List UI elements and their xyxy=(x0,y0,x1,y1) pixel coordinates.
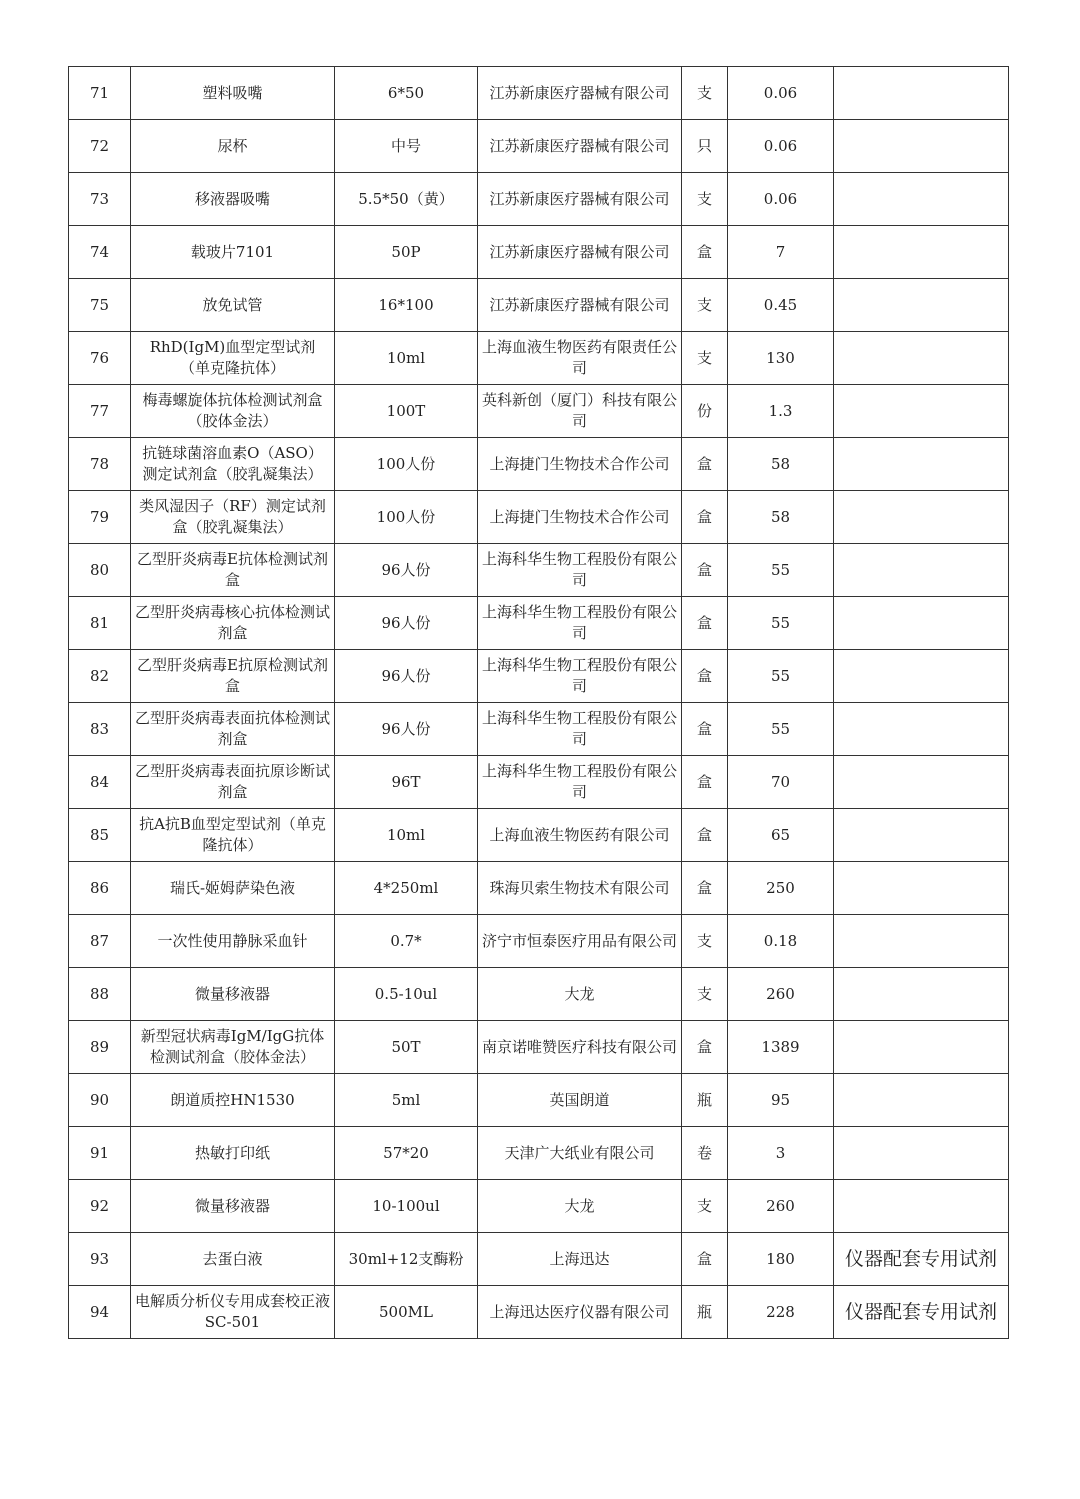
unit-cell: 瓶 xyxy=(682,1286,728,1339)
note-cell xyxy=(834,120,1009,173)
spec-cell: 10ml xyxy=(335,332,478,385)
table-row xyxy=(69,332,1009,385)
row-number-cell: 73 xyxy=(69,173,131,226)
row-number-cell: 93 xyxy=(69,1233,131,1286)
table-row xyxy=(69,915,1009,968)
table-body xyxy=(69,67,1009,1339)
row-number-cell: 92 xyxy=(69,1180,131,1233)
note-cell xyxy=(834,650,1009,703)
price-cell: 1.3 xyxy=(728,385,834,438)
spec-cell: 5ml xyxy=(335,1074,478,1127)
manufacturer-cell: 江苏新康医疗器械有限公司 xyxy=(478,173,682,226)
item-name-cell: 尿杯 xyxy=(131,120,335,173)
unit-cell: 支 xyxy=(682,279,728,332)
row-number-cell: 72 xyxy=(69,120,131,173)
item-name-cell: 朗道质控HN1530 xyxy=(131,1074,335,1127)
table-row xyxy=(69,1233,1009,1286)
item-name-cell: 电解质分析仪专用成套校正液SC-501 xyxy=(131,1286,335,1339)
item-name-cell: 放免试管 xyxy=(131,279,335,332)
item-name-cell: RhD(IgM)血型定型试剂（单克隆抗体） xyxy=(131,332,335,385)
spec-cell: 5.5*50（黄） xyxy=(335,173,478,226)
unit-cell: 只 xyxy=(682,120,728,173)
price-cell: 260 xyxy=(728,968,834,1021)
table-row xyxy=(69,1180,1009,1233)
unit-cell: 卷 xyxy=(682,1127,728,1180)
note-cell xyxy=(834,1074,1009,1127)
spec-cell: 100人份 xyxy=(335,438,478,491)
note-cell xyxy=(834,703,1009,756)
table-row xyxy=(69,1127,1009,1180)
note-cell xyxy=(834,809,1009,862)
spec-cell: 96人份 xyxy=(335,703,478,756)
table-row xyxy=(69,809,1009,862)
price-cell: 0.06 xyxy=(728,173,834,226)
unit-cell: 盒 xyxy=(682,756,728,809)
unit-cell: 份 xyxy=(682,385,728,438)
note-cell xyxy=(834,862,1009,915)
spec-cell: 0.7* xyxy=(335,915,478,968)
note-cell: 仪器配套专用试剂 xyxy=(834,1286,1009,1339)
manufacturer-cell: 上海捷门生物技术合作公司 xyxy=(478,491,682,544)
unit-cell: 盒 xyxy=(682,597,728,650)
note-cell: 仪器配套专用试剂 xyxy=(834,1233,1009,1286)
manufacturer-cell: 济宁市恒泰医疗用品有限公司 xyxy=(478,915,682,968)
spec-cell: 96T xyxy=(335,756,478,809)
table-row xyxy=(69,597,1009,650)
spec-cell: 0.5-10ul xyxy=(335,968,478,1021)
spec-cell: 57*20 xyxy=(335,1127,478,1180)
manufacturer-cell: 大龙 xyxy=(478,968,682,1021)
manufacturer-cell: 上海迅达 xyxy=(478,1233,682,1286)
unit-cell: 盒 xyxy=(682,491,728,544)
spec-cell: 10ml xyxy=(335,809,478,862)
row-number-cell: 76 xyxy=(69,332,131,385)
manufacturer-cell: 上海血液生物医药有限责任公司 xyxy=(478,332,682,385)
price-cell: 55 xyxy=(728,544,834,597)
price-cell: 65 xyxy=(728,809,834,862)
item-name-cell: 抗链球菌溶血素O（ASO）测定试剂盒（胶乳凝集法） xyxy=(131,438,335,491)
reagent-price-table xyxy=(68,66,1009,1339)
note-cell xyxy=(834,1180,1009,1233)
table-row xyxy=(69,438,1009,491)
row-number-cell: 86 xyxy=(69,862,131,915)
item-name-cell: 一次性使用静脉采血针 xyxy=(131,915,335,968)
item-name-cell: 乙型肝炎病毒表面抗体检测试剂盒 xyxy=(131,703,335,756)
row-number-cell: 87 xyxy=(69,915,131,968)
spec-cell: 50P xyxy=(335,226,478,279)
spec-cell: 96人份 xyxy=(335,544,478,597)
price-cell: 0.06 xyxy=(728,67,834,120)
item-name-cell: 梅毒螺旋体抗体检测试剂盒（胶体金法） xyxy=(131,385,335,438)
table-row xyxy=(69,120,1009,173)
item-name-cell: 类风湿因子（RF）测定试剂盒（胶乳凝集法） xyxy=(131,491,335,544)
price-cell: 55 xyxy=(728,703,834,756)
unit-cell: 支 xyxy=(682,915,728,968)
note-cell xyxy=(834,332,1009,385)
spec-cell: 中号 xyxy=(335,120,478,173)
item-name-cell: 移液器吸嘴 xyxy=(131,173,335,226)
note-cell xyxy=(834,756,1009,809)
manufacturer-cell: 大龙 xyxy=(478,1180,682,1233)
price-cell: 58 xyxy=(728,491,834,544)
note-cell xyxy=(834,544,1009,597)
table-row xyxy=(69,703,1009,756)
item-name-cell: 微量移液器 xyxy=(131,968,335,1021)
price-cell: 3 xyxy=(728,1127,834,1180)
unit-cell: 盒 xyxy=(682,544,728,597)
manufacturer-cell: 江苏新康医疗器械有限公司 xyxy=(478,279,682,332)
row-number-cell: 85 xyxy=(69,809,131,862)
spec-cell: 500ML xyxy=(335,1286,478,1339)
unit-cell: 支 xyxy=(682,173,728,226)
unit-cell: 盒 xyxy=(682,650,728,703)
note-cell xyxy=(834,915,1009,968)
price-cell: 1389 xyxy=(728,1021,834,1074)
spec-cell: 50T xyxy=(335,1021,478,1074)
table-row xyxy=(69,385,1009,438)
note-cell xyxy=(834,385,1009,438)
row-number-cell: 94 xyxy=(69,1286,131,1339)
item-name-cell: 乙型肝炎病毒E抗原检测试剂盒 xyxy=(131,650,335,703)
table-row xyxy=(69,650,1009,703)
spec-cell: 100T xyxy=(335,385,478,438)
row-number-cell: 91 xyxy=(69,1127,131,1180)
note-cell xyxy=(834,1127,1009,1180)
row-number-cell: 83 xyxy=(69,703,131,756)
table-row xyxy=(69,491,1009,544)
row-number-cell: 81 xyxy=(69,597,131,650)
table-row xyxy=(69,756,1009,809)
item-name-cell: 微量移液器 xyxy=(131,1180,335,1233)
price-cell: 250 xyxy=(728,862,834,915)
item-name-cell: 载玻片7101 xyxy=(131,226,335,279)
row-number-cell: 79 xyxy=(69,491,131,544)
row-number-cell: 71 xyxy=(69,67,131,120)
unit-cell: 盒 xyxy=(682,703,728,756)
unit-cell: 盒 xyxy=(682,226,728,279)
item-name-cell: 去蛋白液 xyxy=(131,1233,335,1286)
unit-cell: 支 xyxy=(682,1180,728,1233)
manufacturer-cell: 英科新创（厦门）科技有限公司 xyxy=(478,385,682,438)
price-cell: 95 xyxy=(728,1074,834,1127)
note-cell xyxy=(834,226,1009,279)
row-number-cell: 77 xyxy=(69,385,131,438)
manufacturer-cell: 上海血液生物医药有限公司 xyxy=(478,809,682,862)
price-cell: 0.06 xyxy=(728,120,834,173)
unit-cell: 盒 xyxy=(682,1021,728,1074)
price-cell: 130 xyxy=(728,332,834,385)
manufacturer-cell: 南京诺唯赞医疗科技有限公司 xyxy=(478,1021,682,1074)
row-number-cell: 78 xyxy=(69,438,131,491)
manufacturer-cell: 上海科华生物工程股份有限公司 xyxy=(478,650,682,703)
item-name-cell: 热敏打印纸 xyxy=(131,1127,335,1180)
spec-cell: 4*250ml xyxy=(335,862,478,915)
row-number-cell: 80 xyxy=(69,544,131,597)
manufacturer-cell: 上海捷门生物技术合作公司 xyxy=(478,438,682,491)
table-row xyxy=(69,1074,1009,1127)
price-cell: 0.18 xyxy=(728,915,834,968)
unit-cell: 瓶 xyxy=(682,1074,728,1127)
unit-cell: 支 xyxy=(682,67,728,120)
item-name-cell: 乙型肝炎病毒E抗体检测试剂盒 xyxy=(131,544,335,597)
row-number-cell: 84 xyxy=(69,756,131,809)
item-name-cell: 瑞氏-姬姆萨染色液 xyxy=(131,862,335,915)
note-cell xyxy=(834,968,1009,1021)
table-row xyxy=(69,226,1009,279)
price-cell: 55 xyxy=(728,650,834,703)
manufacturer-cell: 上海科华生物工程股份有限公司 xyxy=(478,703,682,756)
item-name-cell: 乙型肝炎病毒表面抗原诊断试剂盒 xyxy=(131,756,335,809)
price-cell: 55 xyxy=(728,597,834,650)
price-cell: 0.45 xyxy=(728,279,834,332)
item-name-cell: 新型冠状病毒IgM/IgG抗体检测试剂盒（胶体金法） xyxy=(131,1021,335,1074)
table-row xyxy=(69,1286,1009,1339)
unit-cell: 支 xyxy=(682,968,728,1021)
item-name-cell: 抗A抗B血型定型试剂（单克隆抗体） xyxy=(131,809,335,862)
price-cell: 70 xyxy=(728,756,834,809)
manufacturer-cell: 珠海贝索生物技术有限公司 xyxy=(478,862,682,915)
table-row xyxy=(69,279,1009,332)
spec-cell: 96人份 xyxy=(335,597,478,650)
note-cell xyxy=(834,279,1009,332)
item-name-cell: 乙型肝炎病毒核心抗体检测试剂盒 xyxy=(131,597,335,650)
manufacturer-cell: 江苏新康医疗器械有限公司 xyxy=(478,67,682,120)
table-row xyxy=(69,67,1009,120)
row-number-cell: 89 xyxy=(69,1021,131,1074)
table-row xyxy=(69,862,1009,915)
manufacturer-cell: 天津广大纸业有限公司 xyxy=(478,1127,682,1180)
spec-cell: 16*100 xyxy=(335,279,478,332)
table-row xyxy=(69,544,1009,597)
row-number-cell: 74 xyxy=(69,226,131,279)
spec-cell: 100人份 xyxy=(335,491,478,544)
item-name-cell: 塑料吸嘴 xyxy=(131,67,335,120)
note-cell xyxy=(834,67,1009,120)
unit-cell: 盒 xyxy=(682,862,728,915)
unit-cell: 盒 xyxy=(682,1233,728,1286)
note-cell xyxy=(834,597,1009,650)
row-number-cell: 82 xyxy=(69,650,131,703)
manufacturer-cell: 江苏新康医疗器械有限公司 xyxy=(478,120,682,173)
unit-cell: 盒 xyxy=(682,438,728,491)
row-number-cell: 75 xyxy=(69,279,131,332)
manufacturer-cell: 上海科华生物工程股份有限公司 xyxy=(478,756,682,809)
note-cell xyxy=(834,438,1009,491)
price-cell: 228 xyxy=(728,1286,834,1339)
manufacturer-cell: 上海科华生物工程股份有限公司 xyxy=(478,544,682,597)
price-cell: 260 xyxy=(728,1180,834,1233)
spec-cell: 30ml+12支酶粉 xyxy=(335,1233,478,1286)
row-number-cell: 88 xyxy=(69,968,131,1021)
unit-cell: 盒 xyxy=(682,809,728,862)
manufacturer-cell: 上海迅达医疗仪器有限公司 xyxy=(478,1286,682,1339)
spec-cell: 6*50 xyxy=(335,67,478,120)
note-cell xyxy=(834,173,1009,226)
note-cell xyxy=(834,1021,1009,1074)
manufacturer-cell: 江苏新康医疗器械有限公司 xyxy=(478,226,682,279)
unit-cell: 支 xyxy=(682,332,728,385)
row-number-cell: 90 xyxy=(69,1074,131,1127)
price-cell: 180 xyxy=(728,1233,834,1286)
spec-cell: 10-100ul xyxy=(335,1180,478,1233)
table-row xyxy=(69,968,1009,1021)
price-cell: 58 xyxy=(728,438,834,491)
spec-cell: 96人份 xyxy=(335,650,478,703)
manufacturer-cell: 上海科华生物工程股份有限公司 xyxy=(478,597,682,650)
table-row xyxy=(69,1021,1009,1074)
note-cell xyxy=(834,491,1009,544)
manufacturer-cell: 英国朗道 xyxy=(478,1074,682,1127)
table-row xyxy=(69,173,1009,226)
price-cell: 7 xyxy=(728,226,834,279)
